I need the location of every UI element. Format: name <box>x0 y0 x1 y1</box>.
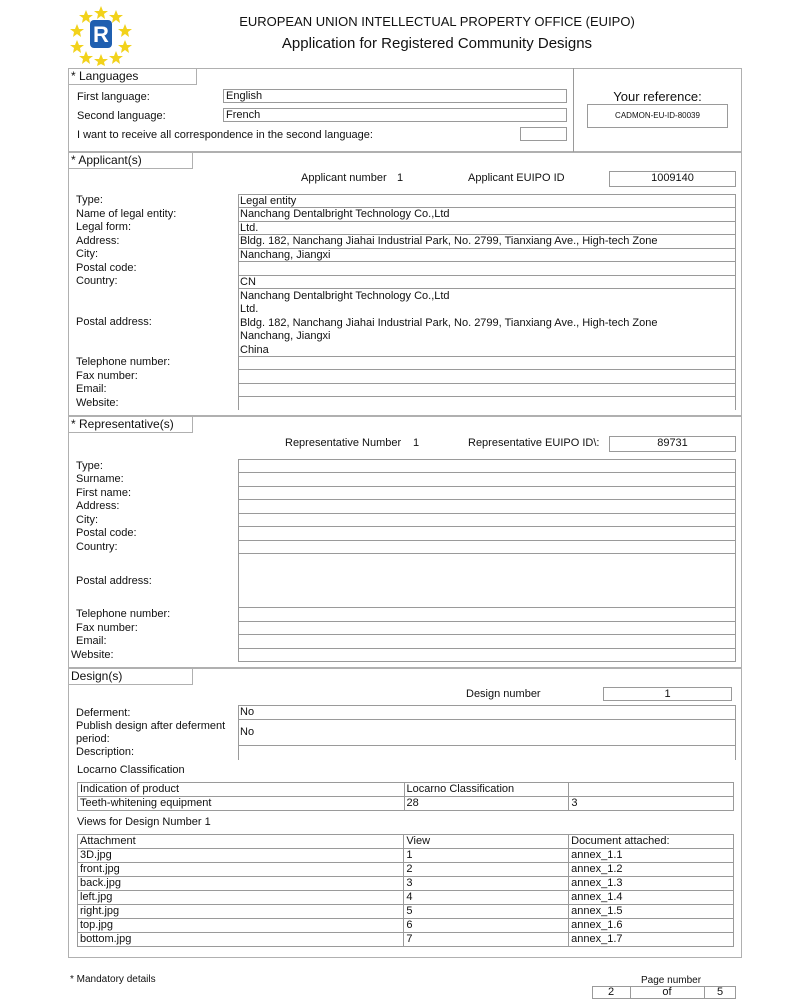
applicant-type-label: Type: <box>76 194 103 206</box>
applicant-name-label: Name of legal entity: <box>76 208 177 220</box>
applicant-legal-form-value[interactable]: Ltd. <box>240 222 259 234</box>
representative-id-label: Representative EUIPO ID\: <box>468 437 600 449</box>
form-title: Application for Registered Community Designs <box>281 35 593 52</box>
views-cell[interactable]: back.jpg <box>78 877 404 891</box>
applicant-type-value[interactable]: Legal entity <box>240 195 297 207</box>
logo-letter: R <box>93 22 109 47</box>
description-label: Description: <box>76 746 135 758</box>
representative-title: * Representative(s) <box>69 417 193 433</box>
second-language-label: Second language: <box>77 110 166 122</box>
design-values-grid <box>238 705 736 760</box>
first-language-value: English <box>226 90 263 102</box>
deferment-label: Deferment: <box>76 707 131 719</box>
views-row <box>78 849 734 863</box>
applicant-number-value: 1 <box>397 172 404 184</box>
rep-country-label: Country: <box>76 541 118 553</box>
second-language-value: French <box>226 109 261 121</box>
rep-email-label: Email: <box>76 635 107 647</box>
locarno-cell: 3 <box>569 797 734 811</box>
applicant-postal-address-line-1[interactable]: Nanchang Dentalbright Technology Co.,Ltd <box>240 290 450 302</box>
views-row <box>78 877 734 891</box>
views-cell: 1 <box>404 849 569 863</box>
rep-fax-label: Fax number: <box>76 622 138 634</box>
views-row <box>78 891 734 905</box>
deferment-value[interactable]: No <box>240 706 255 718</box>
rep-values-grid[interactable] <box>238 459 736 662</box>
applicant-country-value[interactable]: CN <box>240 276 256 288</box>
first-language-field[interactable] <box>223 89 567 103</box>
applicant-city-value[interactable]: Nanchang, Jiangxi <box>240 249 331 261</box>
publish-label-line-1: Publish design after deferment <box>76 720 226 732</box>
rep-first-name-label: First name: <box>76 487 132 499</box>
representative-number-value: 1 <box>413 437 420 449</box>
views-cell: annex_1.2 <box>569 863 734 877</box>
rep-address-label: Address: <box>76 500 120 512</box>
views-header-cell: View <box>404 835 569 849</box>
views-cell: annex_1.5 <box>569 905 734 919</box>
correspondence-field[interactable] <box>520 127 567 141</box>
views-cell: 4 <box>404 891 569 905</box>
second-language-field[interactable] <box>223 108 567 122</box>
publish-label-line-2: period: <box>76 733 110 745</box>
applicant-country-label: Country: <box>76 275 118 287</box>
locarno-cell: 28 <box>404 797 569 811</box>
applicant-email-label: Email: <box>76 383 107 395</box>
views-cell: annex_1.7 <box>569 933 734 947</box>
applicant-legal-form-label: Legal form: <box>76 221 132 233</box>
org-name: EUROPEAN UNION INTELLECTUAL PROPERTY OFFICE (EUIPO) <box>239 14 635 29</box>
applicant-id-value: 1009140 <box>651 172 694 184</box>
rep-website-label: Website: <box>71 649 114 661</box>
page-current: 2 <box>607 986 615 998</box>
views-cell: 6 <box>404 919 569 933</box>
rep-telephone-label: Telephone number: <box>76 608 171 620</box>
publish-value[interactable]: No <box>240 726 255 738</box>
designs-title: Design(s) <box>69 669 193 685</box>
applicant-id-label: Applicant EUIPO ID <box>468 172 565 184</box>
views-cell: 3 <box>404 877 569 891</box>
views-cell[interactable]: top.jpg <box>78 919 404 933</box>
views-row <box>78 919 734 933</box>
applicant-name-value[interactable]: Nanchang Dentalbright Technology Co.,Ltd <box>240 208 450 220</box>
views-cell: 5 <box>404 905 569 919</box>
rep-city-label: City: <box>76 514 98 526</box>
page-number-label: Page number <box>641 975 702 986</box>
views-header-cell: Attachment <box>78 835 404 849</box>
applicant-postal-address-line-5[interactable]: China <box>240 344 269 356</box>
applicant-title: * Applicant(s) <box>69 153 193 169</box>
rep-postal-code-label: Postal code: <box>76 527 137 539</box>
design-number-value: 1 <box>664 688 671 700</box>
rep-type-label: Type: <box>76 460 103 472</box>
views-cell[interactable]: left.jpg <box>78 891 404 905</box>
views-cell[interactable]: 3D.jpg <box>78 849 404 863</box>
views-row <box>78 905 734 919</box>
locarno-header-cell: Indication of product <box>78 783 405 797</box>
mandatory-note: * Mandatory details <box>70 974 156 985</box>
views-cell[interactable]: bottom.jpg <box>78 933 404 947</box>
your-reference-value: CADMON-EU-ID-80039 <box>615 111 700 120</box>
locarno-row <box>78 797 734 811</box>
applicant-fax-label: Fax number: <box>76 370 138 382</box>
page-of: of <box>662 986 672 998</box>
views-cell[interactable]: front.jpg <box>78 863 404 877</box>
locarno-header-cell <box>569 783 734 797</box>
design-number-label: Design number <box>466 688 541 700</box>
locarno-table <box>77 782 734 811</box>
your-reference-label: Your reference: <box>613 89 702 104</box>
views-cell: annex_1.3 <box>569 877 734 891</box>
page-total: 5 <box>716 986 724 998</box>
representative-id-value: 89731 <box>657 437 688 449</box>
applicant-address-label: Address: <box>76 235 120 247</box>
applicant-postal-code-label: Postal code: <box>76 262 137 274</box>
rep-surname-label: Surname: <box>76 473 124 485</box>
views-row <box>78 863 734 877</box>
locarno-header-row <box>78 783 734 797</box>
applicant-address-value[interactable]: Bldg. 182, Nanchang Jiahai Industrial Park, No. 2799, Tianxiang Ave., High-tech Zone <box>240 235 658 247</box>
representative-number-label: Representative Number <box>285 437 402 449</box>
views-cell: annex_1.6 <box>569 919 734 933</box>
views-row <box>78 933 734 947</box>
applicant-city-label: City: <box>76 248 98 260</box>
locarno-header-cell: Locarno Classification <box>404 783 569 797</box>
views-table <box>77 834 734 947</box>
correspondence-label: I want to receive all correspondence in the second language: <box>77 129 373 141</box>
views-cell: 2 <box>404 863 569 877</box>
views-header-row <box>78 835 734 849</box>
locarno-title: Locarno Classification <box>77 764 185 776</box>
applicant-postal-address-line-3[interactable]: Bldg. 182, Nanchang Jiahai Industrial Park, No. 2799, Tianxiang Ave., High-tech Zone <box>240 317 658 329</box>
views-cell: annex_1.1 <box>569 849 734 863</box>
views-cell[interactable]: right.jpg <box>78 905 404 919</box>
views-header-cell: Document attached: <box>569 835 734 849</box>
locarno-cell: Teeth-whitening equipment <box>78 797 405 811</box>
applicant-postal-address-line-4[interactable]: Nanchang, Jiangxi <box>240 330 331 342</box>
views-title: Views for Design Number 1 <box>77 816 211 828</box>
applicant-postal-address-label: Postal address: <box>76 316 152 328</box>
views-cell: 7 <box>404 933 569 947</box>
applicant-telephone-label: Telephone number: <box>76 356 171 368</box>
languages-divider <box>573 68 574 152</box>
applicant-number-label: Applicant number <box>301 172 387 184</box>
first-language-label: First language: <box>77 91 150 103</box>
rep-postal-address-label: Postal address: <box>76 575 152 587</box>
applicant-postal-address-line-2[interactable]: Ltd. <box>240 303 259 315</box>
applicant-website-label: Website: <box>76 397 119 409</box>
languages-title: * Languages <box>69 69 197 85</box>
views-cell: annex_1.4 <box>569 891 734 905</box>
